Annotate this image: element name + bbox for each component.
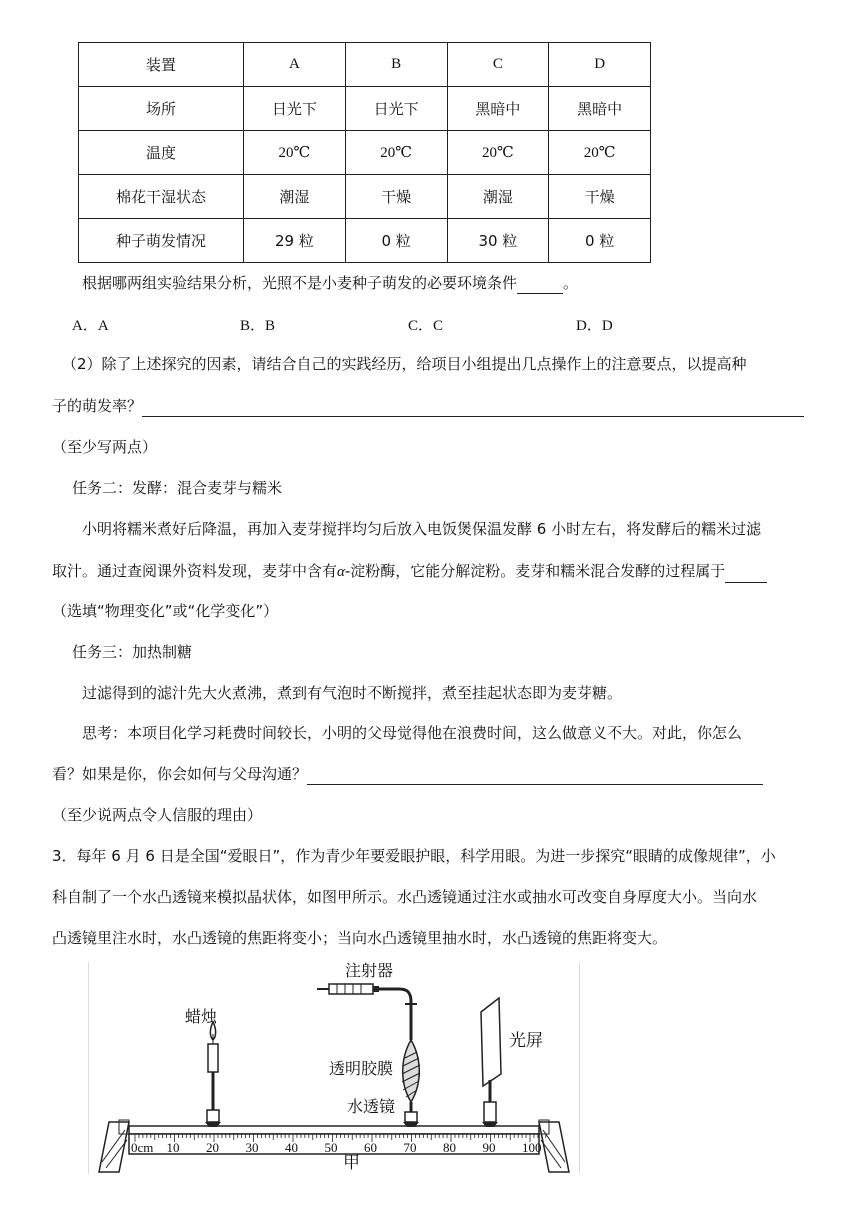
task2-line3: （选填“物理变化”或“化学变化”） xyxy=(52,602,279,620)
table-cell: 20℃ xyxy=(447,131,549,175)
optical-bench-figure xyxy=(88,962,580,1174)
ruler-label: 40 xyxy=(285,1140,298,1155)
task2-title: 任务二：发酵：混合麦芽与糯米 xyxy=(72,479,283,497)
table-cell: 潮湿 xyxy=(447,175,549,219)
option-a[interactable]: A．A xyxy=(72,318,109,334)
table-row xyxy=(79,175,651,219)
option-d[interactable]: D．D xyxy=(576,318,613,334)
task2-line1: 小明将糯米煮好后降温，再加入麦芽搅拌均匀后放入电饭煲保温发酵 6 小时左右，将发酵后的糯米过滤 xyxy=(82,520,762,538)
ruler-label: 100 xyxy=(522,1140,542,1155)
answer-blank[interactable] xyxy=(725,564,767,583)
ruler-label: 20 xyxy=(206,1140,219,1155)
q3-line2: 科自制了一个水凸透镜来模拟晶状体，如图甲所示。水凸透镜通过注水或抽水可改变自身厚度大小。当向水 xyxy=(52,888,758,906)
answer-blank[interactable] xyxy=(517,275,563,294)
task3-line1: 过滤得到的滤汁先大火煮沸，煮到有气泡时不断搅拌，煮至挂起状态即为麦芽糖。 xyxy=(82,684,623,702)
table-cell: 温度 xyxy=(79,131,244,175)
q2-line2 xyxy=(52,395,804,417)
task3-think1: 思考：本项目化学习耗费时间较长，小明的父母觉得他在浪费时间，这么做意义不大。对此，你怎么 xyxy=(82,724,743,742)
task2-line2b: -淀粉酶，它能分解淀粉。麦芽和糯米混合发酵的过程属于 xyxy=(344,562,726,580)
q2-note: （至少写两点） xyxy=(52,438,158,456)
candle-icon xyxy=(205,1022,221,1127)
ruler-label: 0cm xyxy=(131,1140,154,1155)
q3-line1: 3．每年 6 月 6 日是全国“爱眼日”，作为青少年要爱眼护眼，科学用眼。为进一步探究“眼睛的成像规律”，小 xyxy=(52,847,776,865)
option-c[interactable]: C．C xyxy=(408,318,444,334)
table-cell: 干燥 xyxy=(345,175,447,219)
right-support-icon xyxy=(539,1120,569,1172)
header-cell: A xyxy=(244,43,346,87)
table-cell: 棉花干湿状态 xyxy=(79,175,244,219)
table-cell: 20℃ xyxy=(244,131,346,175)
ruler-label: 90 xyxy=(482,1140,496,1155)
experiment-table xyxy=(78,42,651,263)
q2-line1: （2）除了上述探究的因素，请结合自己的实践经历，给项目小组提出几点操作上的注意要点，以提高种 xyxy=(62,355,747,373)
table-cell: 0 粒 xyxy=(345,219,447,263)
ruler-label: 70 xyxy=(403,1140,417,1155)
task3-title: 任务三：加热制糖 xyxy=(72,643,193,661)
task2-line2a: 取汁。通过查阅课外资料发现，麦芽中含有 xyxy=(52,562,338,580)
table-row xyxy=(79,87,651,131)
ruler-label: 80 xyxy=(443,1140,456,1155)
table-cell: 黑暗中 xyxy=(447,87,549,131)
left-support-icon xyxy=(99,1120,129,1172)
q1-stem xyxy=(82,272,578,294)
ruler-label: 30 xyxy=(245,1140,259,1155)
table-cell: 30 粒 xyxy=(447,219,549,263)
table-cell: 潮湿 xyxy=(244,175,346,219)
ruler-label: 50 xyxy=(324,1140,338,1155)
q2-line2-text: 子的萌发率？ xyxy=(52,397,143,415)
table-cell: 种子萌发情况 xyxy=(79,219,244,263)
table-cell: 0 粒 xyxy=(549,219,651,263)
label-syringe: 注射器 xyxy=(345,962,394,980)
table-cell: 日光下 xyxy=(244,87,346,131)
q1-stem-text: 根据哪两组实验结果分析，光照不是小麦种子萌发的必要环境条件 xyxy=(82,274,518,292)
figure-caption: 甲 xyxy=(343,1153,360,1173)
table-header-row xyxy=(79,43,651,87)
table-cell: 20℃ xyxy=(345,131,447,175)
task3-think2 xyxy=(52,763,763,785)
ruler-label: 10 xyxy=(166,1140,180,1155)
task3-think2-text: 看？如果是你，你会如何与父母沟通？ xyxy=(52,765,308,783)
label-film: 透明胶膜 xyxy=(329,1059,394,1078)
alpha-symbol: α xyxy=(337,564,345,580)
option-b[interactable]: B．B xyxy=(240,318,276,334)
light-screen-icon xyxy=(481,998,501,1127)
label-candle: 蜡烛 xyxy=(185,1007,218,1026)
task2-line2 xyxy=(52,560,767,583)
table-cell: 29 粒 xyxy=(244,219,346,263)
header-cell: B xyxy=(345,43,447,87)
q1-stem-end: 。 xyxy=(563,274,579,292)
table-cell: 日光下 xyxy=(345,87,447,131)
table-cell: 场所 xyxy=(79,87,244,131)
task3-note: （至少说两点令人信服的理由） xyxy=(52,806,263,824)
label-screen: 光屏 xyxy=(509,1031,543,1051)
optical-bench-diagram xyxy=(89,962,579,1174)
ruler-label: 60 xyxy=(364,1140,377,1155)
table-cell: 黑暗中 xyxy=(549,87,651,131)
table-row xyxy=(79,131,651,175)
header-cell: 装置 xyxy=(79,43,244,87)
syringe-icon xyxy=(317,984,379,994)
header-cell: C xyxy=(447,43,549,87)
label-lens: 水透镜 xyxy=(347,1097,396,1116)
table-row xyxy=(79,219,651,263)
table-cell: 干燥 xyxy=(549,175,651,219)
header-cell: D xyxy=(549,43,651,87)
q3-line3: 凸透镜里注水时，水凸透镜的焦距将变小；当向水凸透镜里抽水时，水凸透镜的焦距将变大。 xyxy=(52,929,668,947)
answer-blank[interactable] xyxy=(142,398,804,417)
table-cell: 20℃ xyxy=(549,131,651,175)
answer-blank[interactable] xyxy=(307,766,763,785)
